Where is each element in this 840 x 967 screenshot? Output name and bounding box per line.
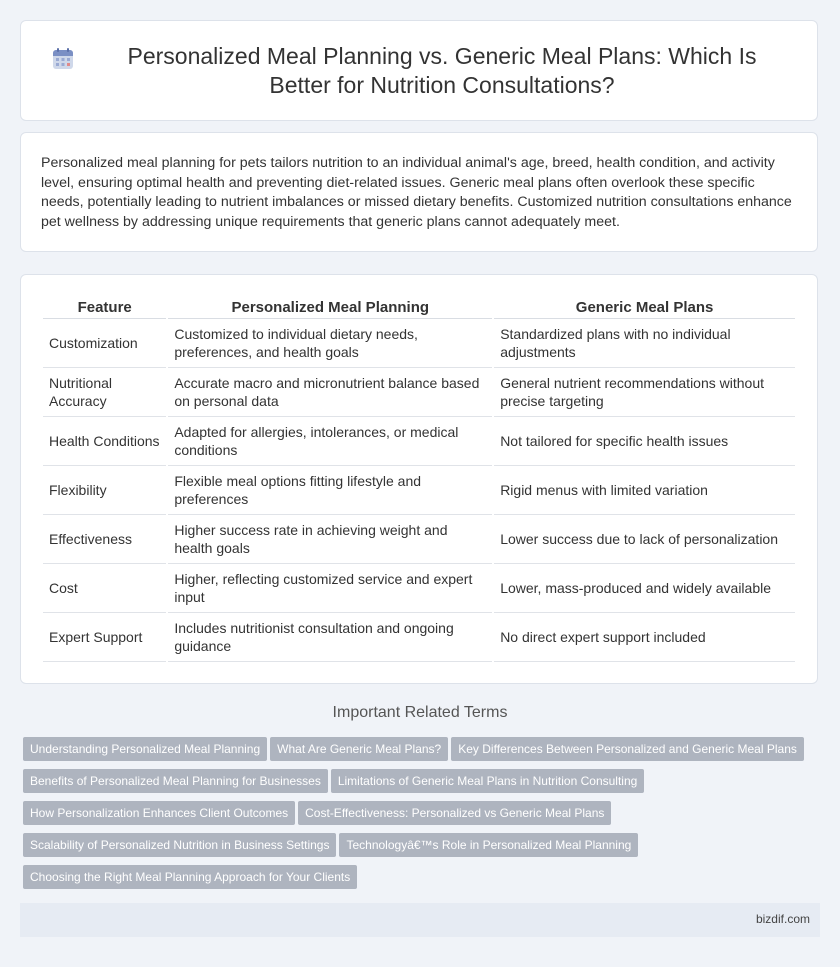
generic-cell: Rigid menus with limited variation	[494, 466, 795, 515]
comparison-card	[20, 274, 818, 684]
footer	[20, 903, 820, 937]
table-row	[43, 564, 795, 613]
related-tag[interactable]: Technologyâ€™s Role in Personalized Meal Planning	[339, 833, 638, 857]
feature-cell: Customization	[43, 319, 166, 368]
related-tag[interactable]: Scalability of Personalized Nutrition in Business Settings	[23, 833, 336, 857]
related-tag[interactable]: Limitations of Generic Meal Plans in Nutrition Consulting	[331, 769, 644, 793]
related-tag[interactable]: How Personalization Enhances Client Outcomes	[23, 801, 295, 825]
personalized-cell: Accurate macro and micronutrient balance based on personal data	[168, 368, 492, 417]
calendar-icon	[51, 47, 75, 71]
table-row	[43, 466, 795, 515]
header-feature: Feature	[43, 295, 166, 319]
header-personalized: Personalized Meal Planning	[168, 295, 492, 319]
related-tag[interactable]: Benefits of Personalized Meal Planning for Businesses	[23, 769, 328, 793]
related-tag[interactable]: Understanding Personalized Meal Planning	[23, 737, 267, 761]
generic-cell: No direct expert support included	[494, 613, 795, 662]
related-terms-tags	[23, 737, 823, 897]
intro-text: Personalized meal planning for pets tailors nutrition to an individual animal's age, breed, health condition, and activity level, ensuring optimal health and preventing diet-related issues. Generic meal plans often overlook these specific needs, potentially leading to nutrient imbalances or missed dietary benefits. Customized nutrition consultations enhance pet wellness by addressing unique requirements that generic plans cannot adequately meet.	[41, 155, 792, 230]
personalized-cell: Higher success rate in achieving weight and health goals	[168, 515, 492, 564]
table-row	[43, 515, 795, 564]
feature-cell: Cost	[43, 564, 166, 613]
feature-cell: Nutritional Accuracy	[43, 368, 166, 417]
feature-cell: Flexibility	[43, 466, 166, 515]
personalized-cell: Customized to individual dietary needs, preferences, and health goals	[168, 319, 492, 368]
related-tag[interactable]: Cost-Effectiveness: Personalized vs Generic Meal Plans	[298, 801, 611, 825]
personalized-cell: Adapted for allergies, intolerances, or medical conditions	[168, 417, 492, 466]
generic-cell: Standardized plans with no individual adjustments	[494, 319, 795, 368]
generic-cell: Lower success due to lack of personalization	[494, 515, 795, 564]
feature-cell: Effectiveness	[43, 515, 166, 564]
header-card	[20, 20, 818, 121]
related-terms-title: Important Related Terms	[332, 704, 508, 721]
related-tag[interactable]: Key Differences Between Personalized and Generic Meal Plans	[451, 737, 804, 761]
generic-cell: Not tailored for specific health issues	[494, 417, 795, 466]
generic-cell: General nutrient recommendations without precise targeting	[494, 368, 795, 417]
personalized-cell: Includes nutritionist consultation and ongoing guidance	[168, 613, 492, 662]
table-row	[43, 417, 795, 466]
related-tag[interactable]: Choosing the Right Meal Planning Approach for Your Clients	[23, 865, 357, 889]
comparison-table	[41, 295, 797, 662]
intro-card	[20, 132, 818, 252]
title-wrap	[51, 42, 787, 100]
related-tag[interactable]: What Are Generic Meal Plans?	[270, 737, 448, 761]
table-row	[43, 368, 795, 417]
page-title: Personalized Meal Planning vs. Generic Meal Plans: Which Is Better for Nutrition Consultations?	[127, 42, 757, 98]
generic-cell: Lower, mass-produced and widely available	[494, 564, 795, 613]
personalized-cell: Flexible meal options fitting lifestyle and preferences	[168, 466, 492, 515]
footer-site-link[interactable]: bizdif.com	[755, 912, 810, 926]
feature-cell: Health Conditions	[43, 417, 166, 466]
table-header-row	[43, 295, 795, 319]
table-row	[43, 319, 795, 368]
feature-cell: Expert Support	[43, 613, 166, 662]
header-generic: Generic Meal Plans	[494, 295, 795, 319]
table-row	[43, 613, 795, 662]
personalized-cell: Higher, reflecting customized service and expert input	[168, 564, 492, 613]
